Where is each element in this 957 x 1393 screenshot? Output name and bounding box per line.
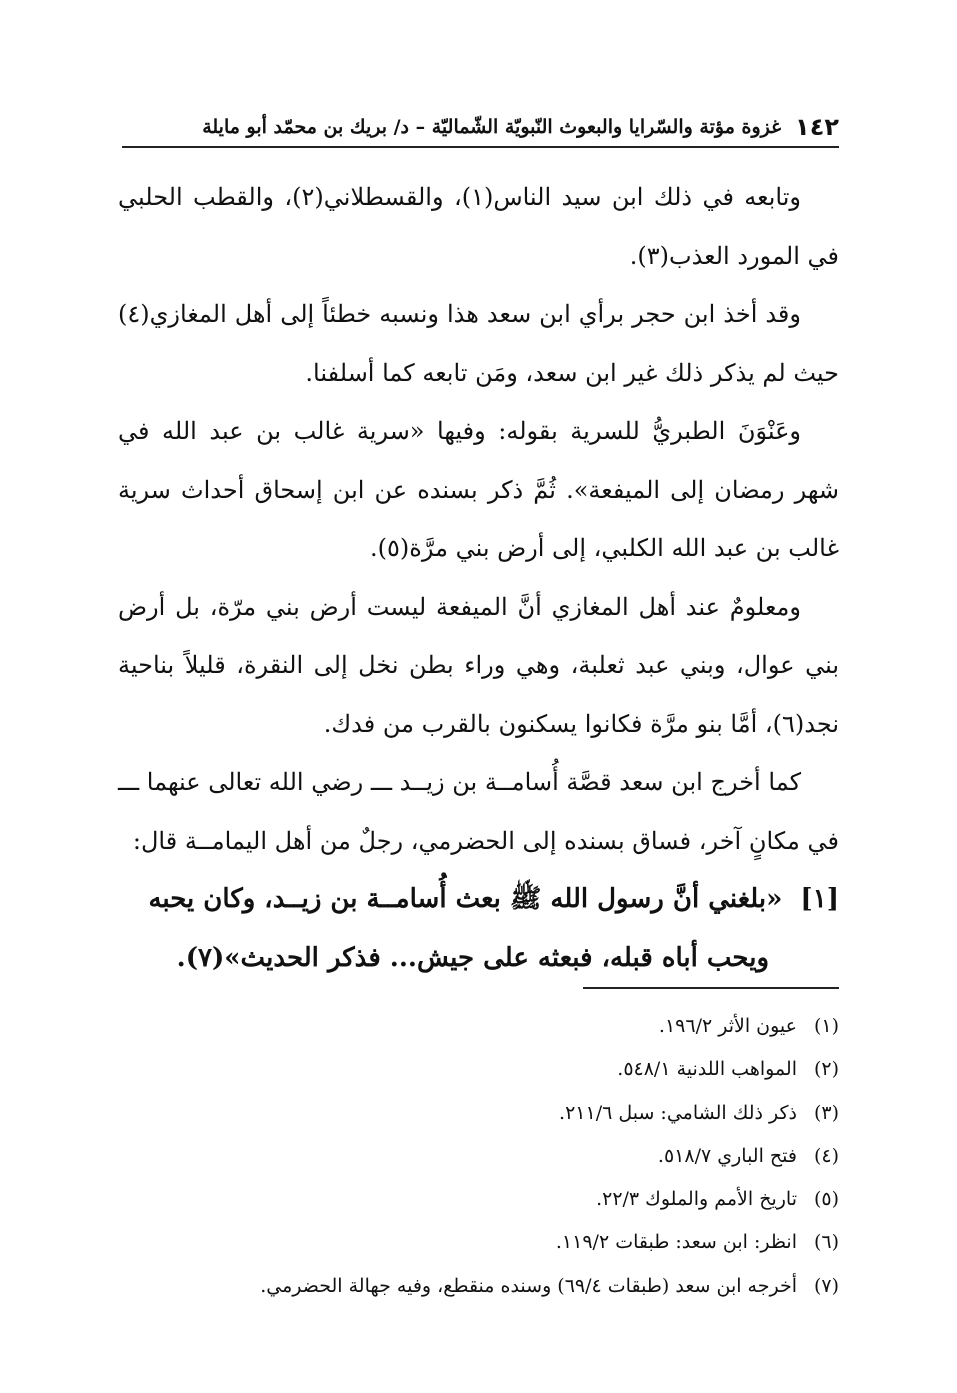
- footnote-number: (٥): [813, 1188, 839, 1211]
- footnote-number: (٦): [813, 1231, 839, 1254]
- footnote-text: تاريخ الأمم والملوك ٢٢/٣.: [596, 1188, 797, 1211]
- footnote-6: [118, 1221, 839, 1264]
- page-header: [122, 112, 839, 148]
- footnote-text: انظر: ابن سعد: طبقات ١١٩/٢.: [555, 1231, 797, 1254]
- footnote-text: أخرجه ابن سعد (طبقات ٦٩/٤) وسنده منقطع، وفيه جهالة الحضرمي.: [260, 1274, 797, 1297]
- footnote-3: [118, 1092, 839, 1135]
- footnote-number: (٤): [813, 1144, 839, 1167]
- paragraph-3: وعَنْوَنَ الطبريُّ للسرية بقوله: وفيها «سرية غالب بن عبد الله في شهر رمضان إلى الميفعة». ثُمَّ ذكر بسنده عن ابن إسحاق أحداث سرية غالب بن عبد الله الكلبي، إلى أرض بني مرَّة(٥).: [118, 417, 839, 562]
- footnote-text: ذكر ذلك الشامي: سبل ٢١١/٦.: [559, 1101, 797, 1124]
- footnote-text: عيون الأثر ١٩٦/٢.: [658, 1015, 797, 1037]
- paragraph-4: ومعلومٌ عند أهل المغازي أنَّ الميفعة ليست أرض بني مرّة، بل أرض بني عوال، وبني عبد ثعلبة، وهي وراء بطن نخل إلى النقرة، قليلاً بناحية نجد(٦)، أمَّا بنو مرَّة فكانوا يسكنون بالقرب من فدك.: [118, 592, 839, 738]
- footnote-5: [118, 1178, 839, 1221]
- hadith-line-1: «بلغني أنَّ رسول الله ﷺ بعث أُسامــة بن زيــد، وكان يحبه: [148, 884, 783, 914]
- paragraph-1: وتابعه في ذلك ابن سيد الناس(١)، والقسطلاني(٢)، والقطب الحلبي في المورد العذب(٣).: [118, 183, 839, 270]
- footnote-4: [118, 1135, 839, 1178]
- page-number: ١٤٢: [795, 113, 839, 141]
- footnote-number: (١): [813, 1015, 839, 1037]
- hadith-number: [١]: [800, 884, 839, 914]
- footnote-2: [118, 1048, 839, 1091]
- paragraph-2: وقد أخذ ابن حجر برأي ابن سعد هذا ونسبه خطئاً إلى أهل المغازي(٤) حيث لم يذكر ذلك غير ابن سعد، ومَن تابعه كما أسلفنا.: [118, 300, 839, 387]
- footnote-text: فتح الباري ٥١٨/٧.: [657, 1144, 797, 1167]
- footnotes: [118, 1005, 839, 1308]
- footnote-number: (٣): [813, 1101, 839, 1124]
- footnote-divider: [583, 987, 839, 989]
- footnote-number: (٢): [813, 1058, 839, 1081]
- footnote-7: [118, 1265, 839, 1308]
- footnote-text: المواهب اللدنية ٥٤٨/١.: [617, 1058, 797, 1081]
- hadith-quote: [118, 870, 839, 929]
- footnote-1: [118, 1005, 839, 1048]
- hadith-continuation: [118, 929, 839, 988]
- main-text: [118, 168, 839, 987]
- footnote-number: (٧): [813, 1274, 839, 1297]
- running-title: غزوة مؤتة والسّرايا والبعوث النّبويّة الشّماليّة – د/ بريك بن محمّد أبو مايلة: [202, 116, 782, 138]
- hadith-line-2: ويحب أباه قبله، فبعثه على جيش... فذكر الحديث»(٧).: [176, 942, 769, 973]
- paragraph-5: كما أخرج ابن سعد قصَّة أُسامــة بن زيــد ـــ رضي الله تعالى عنهما ـــ في مكانٍ آخر، فساق بسنده إلى الحضرمي، رجلٌ من أهل اليمامــة قال:: [118, 768, 839, 855]
